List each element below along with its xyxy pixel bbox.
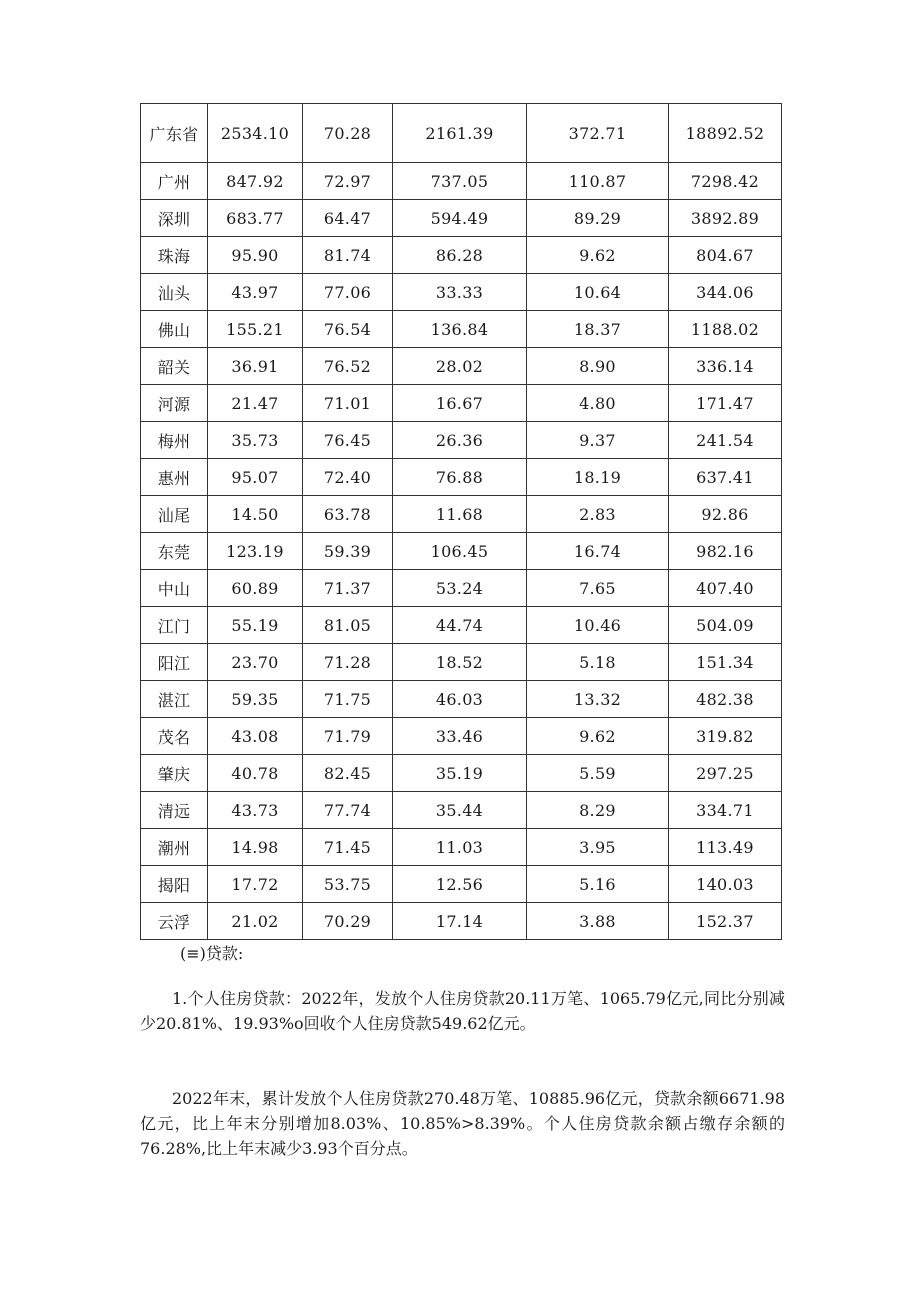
value-cell: 241.54 bbox=[669, 422, 782, 459]
table-row bbox=[141, 829, 782, 866]
region-name-cell: 云浮 bbox=[141, 903, 208, 940]
value-cell: 18.37 bbox=[527, 311, 669, 348]
value-cell: 72.40 bbox=[303, 459, 393, 496]
region-name-cell: 汕尾 bbox=[141, 496, 208, 533]
table-row bbox=[141, 607, 782, 644]
value-cell: 40.78 bbox=[208, 755, 303, 792]
region-name-cell: 韶关 bbox=[141, 348, 208, 385]
value-cell: 76.52 bbox=[303, 348, 393, 385]
value-cell: 110.87 bbox=[527, 163, 669, 200]
value-cell: 10.64 bbox=[527, 274, 669, 311]
value-cell: 17.14 bbox=[393, 903, 527, 940]
value-cell: 2.83 bbox=[527, 496, 669, 533]
table-row bbox=[141, 274, 782, 311]
value-cell: 16.74 bbox=[527, 533, 669, 570]
value-cell: 982.16 bbox=[669, 533, 782, 570]
region-name-cell: 佛山 bbox=[141, 311, 208, 348]
value-cell: 53.75 bbox=[303, 866, 393, 903]
table-body bbox=[141, 104, 782, 940]
value-cell: 77.06 bbox=[303, 274, 393, 311]
value-cell: 804.67 bbox=[669, 237, 782, 274]
value-cell: 71.75 bbox=[303, 681, 393, 718]
value-cell: 92.86 bbox=[669, 496, 782, 533]
table-row bbox=[141, 348, 782, 385]
value-cell: 2534.10 bbox=[208, 104, 303, 163]
value-cell: 2161.39 bbox=[393, 104, 527, 163]
value-cell: 18892.52 bbox=[669, 104, 782, 163]
table-row bbox=[141, 644, 782, 681]
value-cell: 1188.02 bbox=[669, 311, 782, 348]
value-cell: 35.44 bbox=[393, 792, 527, 829]
value-cell: 14.50 bbox=[208, 496, 303, 533]
value-cell: 5.16 bbox=[527, 866, 669, 903]
value-cell: 7.65 bbox=[527, 570, 669, 607]
value-cell: 35.73 bbox=[208, 422, 303, 459]
value-cell: 81.74 bbox=[303, 237, 393, 274]
value-cell: 35.19 bbox=[393, 755, 527, 792]
value-cell: 297.25 bbox=[669, 755, 782, 792]
value-cell: 9.62 bbox=[527, 718, 669, 755]
region-name-cell: 湛江 bbox=[141, 681, 208, 718]
region-name-cell: 阳江 bbox=[141, 644, 208, 681]
region-name-cell: 梅州 bbox=[141, 422, 208, 459]
region-name-cell: 江门 bbox=[141, 607, 208, 644]
value-cell: 33.46 bbox=[393, 718, 527, 755]
region-name-cell: 广州 bbox=[141, 163, 208, 200]
value-cell: 71.01 bbox=[303, 385, 393, 422]
table-row bbox=[141, 104, 782, 163]
value-cell: 81.05 bbox=[303, 607, 393, 644]
value-cell: 55.19 bbox=[208, 607, 303, 644]
region-name-cell: 东莞 bbox=[141, 533, 208, 570]
value-cell: 151.34 bbox=[669, 644, 782, 681]
value-cell: 23.70 bbox=[208, 644, 303, 681]
paragraph-year-end-summary: 2022年末，累计发放个人住房贷款270.48万笔、10885.96亿元，贷款余额6671.98亿元，比上年末分别增加8.03%、10.85%>8.39%。个人住房贷款余额占缴存余额的76.28%,比上年末减少3.93个百分点。 bbox=[140, 1089, 785, 1158]
table-row bbox=[141, 792, 782, 829]
table-row bbox=[141, 385, 782, 422]
value-cell: 64.47 bbox=[303, 200, 393, 237]
table-row bbox=[141, 459, 782, 496]
value-cell: 63.78 bbox=[303, 496, 393, 533]
table-row bbox=[141, 163, 782, 200]
value-cell: 3.88 bbox=[527, 903, 669, 940]
value-cell: 9.37 bbox=[527, 422, 669, 459]
value-cell: 43.97 bbox=[208, 274, 303, 311]
region-name-cell: 揭阳 bbox=[141, 866, 208, 903]
value-cell: 113.49 bbox=[669, 829, 782, 866]
value-cell: 140.03 bbox=[669, 866, 782, 903]
value-cell: 43.08 bbox=[208, 718, 303, 755]
region-name-cell: 珠海 bbox=[141, 237, 208, 274]
value-cell: 26.36 bbox=[393, 422, 527, 459]
value-cell: 334.71 bbox=[669, 792, 782, 829]
value-cell: 59.35 bbox=[208, 681, 303, 718]
table-row bbox=[141, 866, 782, 903]
table-row bbox=[141, 533, 782, 570]
value-cell: 28.02 bbox=[393, 348, 527, 385]
value-cell: 136.84 bbox=[393, 311, 527, 348]
value-cell: 372.71 bbox=[527, 104, 669, 163]
value-cell: 59.39 bbox=[303, 533, 393, 570]
value-cell: 89.29 bbox=[527, 200, 669, 237]
value-cell: 594.49 bbox=[393, 200, 527, 237]
value-cell: 637.41 bbox=[669, 459, 782, 496]
value-cell: 70.28 bbox=[303, 104, 393, 163]
housing-fund-table bbox=[140, 103, 782, 940]
region-name-cell: 深圳 bbox=[141, 200, 208, 237]
value-cell: 3892.89 bbox=[669, 200, 782, 237]
region-name-cell: 河源 bbox=[141, 385, 208, 422]
value-cell: 7298.42 bbox=[669, 163, 782, 200]
table-row bbox=[141, 200, 782, 237]
value-cell: 18.19 bbox=[527, 459, 669, 496]
value-cell: 683.77 bbox=[208, 200, 303, 237]
value-cell: 95.90 bbox=[208, 237, 303, 274]
region-name-cell: 广东省 bbox=[141, 104, 208, 163]
value-cell: 95.07 bbox=[208, 459, 303, 496]
value-cell: 77.74 bbox=[303, 792, 393, 829]
value-cell: 53.24 bbox=[393, 570, 527, 607]
value-cell: 46.03 bbox=[393, 681, 527, 718]
value-cell: 319.82 bbox=[669, 718, 782, 755]
value-cell: 11.68 bbox=[393, 496, 527, 533]
table-row bbox=[141, 755, 782, 792]
value-cell: 44.74 bbox=[393, 607, 527, 644]
value-cell: 171.47 bbox=[669, 385, 782, 422]
value-cell: 5.18 bbox=[527, 644, 669, 681]
value-cell: 36.91 bbox=[208, 348, 303, 385]
value-cell: 504.09 bbox=[669, 607, 782, 644]
value-cell: 8.90 bbox=[527, 348, 669, 385]
value-cell: 155.21 bbox=[208, 311, 303, 348]
paragraph-personal-housing-loan: 1.个人住房贷款：2022年，发放个人住房贷款20.11万笔、1065.79亿元,同比分别减少20.81%、19.93%o回收个人住房贷款549.62亿元。 bbox=[140, 989, 785, 1033]
table-row bbox=[141, 311, 782, 348]
value-cell: 4.80 bbox=[527, 385, 669, 422]
region-name-cell: 汕头 bbox=[141, 274, 208, 311]
region-name-cell: 茂名 bbox=[141, 718, 208, 755]
value-cell: 11.03 bbox=[393, 829, 527, 866]
region-name-cell: 中山 bbox=[141, 570, 208, 607]
value-cell: 76.54 bbox=[303, 311, 393, 348]
value-cell: 70.29 bbox=[303, 903, 393, 940]
value-cell: 8.29 bbox=[527, 792, 669, 829]
table-row bbox=[141, 681, 782, 718]
value-cell: 21.02 bbox=[208, 903, 303, 940]
value-cell: 737.05 bbox=[393, 163, 527, 200]
table-row bbox=[141, 570, 782, 607]
value-cell: 847.92 bbox=[208, 163, 303, 200]
value-cell: 76.88 bbox=[393, 459, 527, 496]
value-cell: 5.59 bbox=[527, 755, 669, 792]
value-cell: 86.28 bbox=[393, 237, 527, 274]
value-cell: 482.38 bbox=[669, 681, 782, 718]
value-cell: 71.45 bbox=[303, 829, 393, 866]
value-cell: 10.46 bbox=[527, 607, 669, 644]
value-cell: 21.47 bbox=[208, 385, 303, 422]
value-cell: 344.06 bbox=[669, 274, 782, 311]
value-cell: 33.33 bbox=[393, 274, 527, 311]
table-row bbox=[141, 237, 782, 274]
value-cell: 16.67 bbox=[393, 385, 527, 422]
value-cell: 43.73 bbox=[208, 792, 303, 829]
value-cell: 106.45 bbox=[393, 533, 527, 570]
region-name-cell: 肇庆 bbox=[141, 755, 208, 792]
table-row bbox=[141, 422, 782, 459]
value-cell: 72.97 bbox=[303, 163, 393, 200]
value-cell: 12.56 bbox=[393, 866, 527, 903]
value-cell: 76.45 bbox=[303, 422, 393, 459]
table-row bbox=[141, 903, 782, 940]
value-cell: 82.45 bbox=[303, 755, 393, 792]
value-cell: 407.40 bbox=[669, 570, 782, 607]
value-cell: 3.95 bbox=[527, 829, 669, 866]
value-cell: 336.14 bbox=[669, 348, 782, 385]
value-cell: 71.37 bbox=[303, 570, 393, 607]
value-cell: 17.72 bbox=[208, 866, 303, 903]
section-subheading: (≡)贷款: bbox=[180, 944, 244, 963]
value-cell: 9.62 bbox=[527, 237, 669, 274]
table-row bbox=[141, 718, 782, 755]
value-cell: 13.32 bbox=[527, 681, 669, 718]
value-cell: 14.98 bbox=[208, 829, 303, 866]
region-name-cell: 惠州 bbox=[141, 459, 208, 496]
value-cell: 18.52 bbox=[393, 644, 527, 681]
region-name-cell: 清远 bbox=[141, 792, 208, 829]
value-cell: 71.28 bbox=[303, 644, 393, 681]
value-cell: 71.79 bbox=[303, 718, 393, 755]
value-cell: 60.89 bbox=[208, 570, 303, 607]
table-row bbox=[141, 496, 782, 533]
value-cell: 152.37 bbox=[669, 903, 782, 940]
value-cell: 123.19 bbox=[208, 533, 303, 570]
region-name-cell: 潮州 bbox=[141, 829, 208, 866]
